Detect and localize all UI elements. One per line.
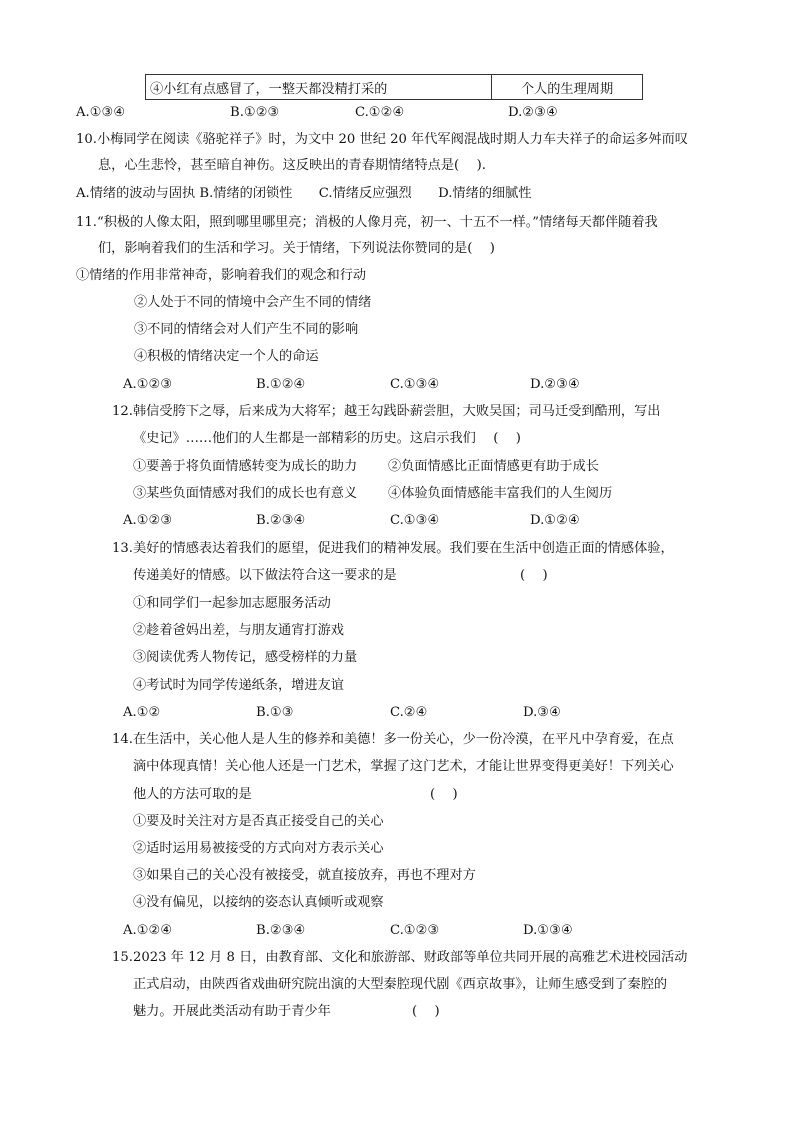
- q12-item-4: ④体验负面情感能丰富我们的人生阅历: [388, 486, 613, 501]
- q15-answer-paren: ( ): [412, 1004, 440, 1019]
- q12-item-1: ①要善于将负面情感转变为成长的助力: [133, 459, 358, 474]
- q13-item-4: ④考试时为同学传递纸条，增进友谊: [133, 678, 344, 693]
- q13-option-d: D.③④: [523, 705, 561, 720]
- q14-answer-paren: ( ): [430, 787, 458, 802]
- q14-option-d: D.①③④: [523, 923, 573, 938]
- q15-stem-line3: 魅力。开展此类活动有助于青少年: [133, 1004, 331, 1019]
- q11-item-3: ③不同的情绪会对人们产生不同的影响: [134, 322, 359, 337]
- q14-item-1: ①要及时关注对方是否真正接受自己的关心: [133, 814, 384, 829]
- table-cell-right: 个人的生理周期: [492, 75, 643, 100]
- q11-item-2: ②人处于不同的情境中会产生不同的情绪: [134, 295, 372, 310]
- q10-stem-line1: 10.小梅同学在阅读《骆驼祥子》时，为文中 20 世纪 20 年代军阀混战时期人力车夫祥子的命运多舛而叹: [76, 132, 688, 147]
- q11-option-b: B.①②④: [256, 377, 306, 392]
- q14-item-4: ④没有偏见，以接纳的姿态认真倾听或观察: [133, 895, 384, 910]
- q13-item-2: ②趁着爸妈出差，与朋友通宵打游戏: [133, 623, 344, 638]
- q14-stem-line1: 14.在生活中，关心他人是人生的修养和美德！多一份关心，少一份冷漠，在平凡中孕育爱，在点: [112, 732, 674, 747]
- q9-option-b: B.①②③: [230, 105, 280, 120]
- q12-item-2: ②负面情感比正面情感更有助于成长: [388, 459, 599, 474]
- q13-option-a: A.①②: [123, 705, 161, 720]
- q12-option-d: D.①②④: [530, 513, 580, 528]
- q13-stem-line1: 13.美好的情感表达着我们的愿望，促进我们的精神发展。我们要在生活中创造正面的情感体验，: [112, 541, 674, 556]
- matching-table: [145, 74, 643, 100]
- q9-option-a: A.①③④: [76, 105, 126, 120]
- q14-item-3: ③如果自己的关心没有被接受，就直接放弃，再也不理对方: [133, 868, 476, 883]
- q14-option-c: C.①②③: [390, 923, 440, 938]
- q14-option-b: B.②③④: [256, 923, 306, 938]
- q15-stem-line2: 正式启动，由陕西省戏曲研究院出演的大型秦腔现代剧《西京故事》，让师生感受到了秦腔的: [133, 977, 668, 992]
- q12-option-b: B.②③④: [256, 513, 306, 528]
- q13-answer-paren: ( ): [520, 568, 548, 583]
- q12-stem-line2: 《史记》……他们的人生都是一部精彩的历史。这启示我们 ( ): [133, 431, 521, 446]
- q11-item-1: ①情绪的作用非常神奇，影响着我们的观念和行动: [76, 268, 367, 283]
- q13-stem-line2: 传递美好的情感。以下做法符合这一要求的是: [133, 568, 397, 583]
- q12-option-a: A.①②③: [123, 513, 173, 528]
- q9-option-c: C.①②④: [355, 105, 405, 120]
- q11-option-c: C.①③④: [390, 377, 440, 392]
- q14-item-2: ②适时运用易被接受的方式向对方表示关心: [133, 841, 384, 856]
- q14-option-a: A.①②④: [123, 923, 173, 938]
- q12-stem-line1: 12.韩信受胯下之辱，后来成为大将军；越王勾践卧薪尝胆，大败吴国；司马迁受到酷刑，写出: [112, 404, 661, 419]
- q11-option-a: A.①②③: [123, 377, 173, 392]
- q10-options: A.情绪的波动与固执 B.情绪的闭锁性 C.情绪反应强烈 D.情绪的细腻性: [76, 186, 532, 201]
- q12-option-c: C.①③④: [390, 513, 440, 528]
- q13-item-1: ①和同学们一起参加志愿服务活动: [133, 596, 331, 611]
- q13-option-c: C.②④: [390, 705, 428, 720]
- q12-item-3: ③某些负面情感对我们的成长也有意义: [133, 486, 358, 501]
- q11-item-4: ④积极的情绪决定一个人的命运: [134, 349, 319, 364]
- q10-stem-line2: 息，心生悲怜，甚至暗自神伤。这反映出的青春期情绪特点是( ).: [98, 158, 486, 173]
- q15-stem-line1: 15.2023 年 12 月 8 日，由教育部、文化和旅游部、财政部等单位共同开展的高雅艺术进校园活动: [112, 950, 688, 965]
- q11-option-d: D.②③④: [530, 377, 580, 392]
- q14-stem-line3: 他人的方法可取的是: [133, 787, 252, 802]
- q13-option-b: B.①③: [256, 705, 294, 720]
- q9-option-d: D.②③④: [508, 105, 558, 120]
- table-row: [146, 75, 643, 100]
- q14-stem-line2: 滴中体现真情！关心他人还是一门艺术，掌握了这门艺术，才能让世界变得更美好！下列关心: [133, 759, 674, 774]
- q11-stem-line2: 们，影响着我们的生活和学习。关于情绪，下列说法你赞同的是( ): [98, 241, 495, 256]
- q11-stem-line1: 11.“积极的人像太阳，照到哪里哪里亮；消极的人像月亮，初一、十五不一样。”情绪每天都伴随着我: [76, 215, 658, 230]
- q13-item-3: ③阅读优秀人物传记，感受榜样的力量: [133, 650, 358, 665]
- table-cell-left: ④小红有点感冒了，一整天都没精打采的: [146, 75, 492, 100]
